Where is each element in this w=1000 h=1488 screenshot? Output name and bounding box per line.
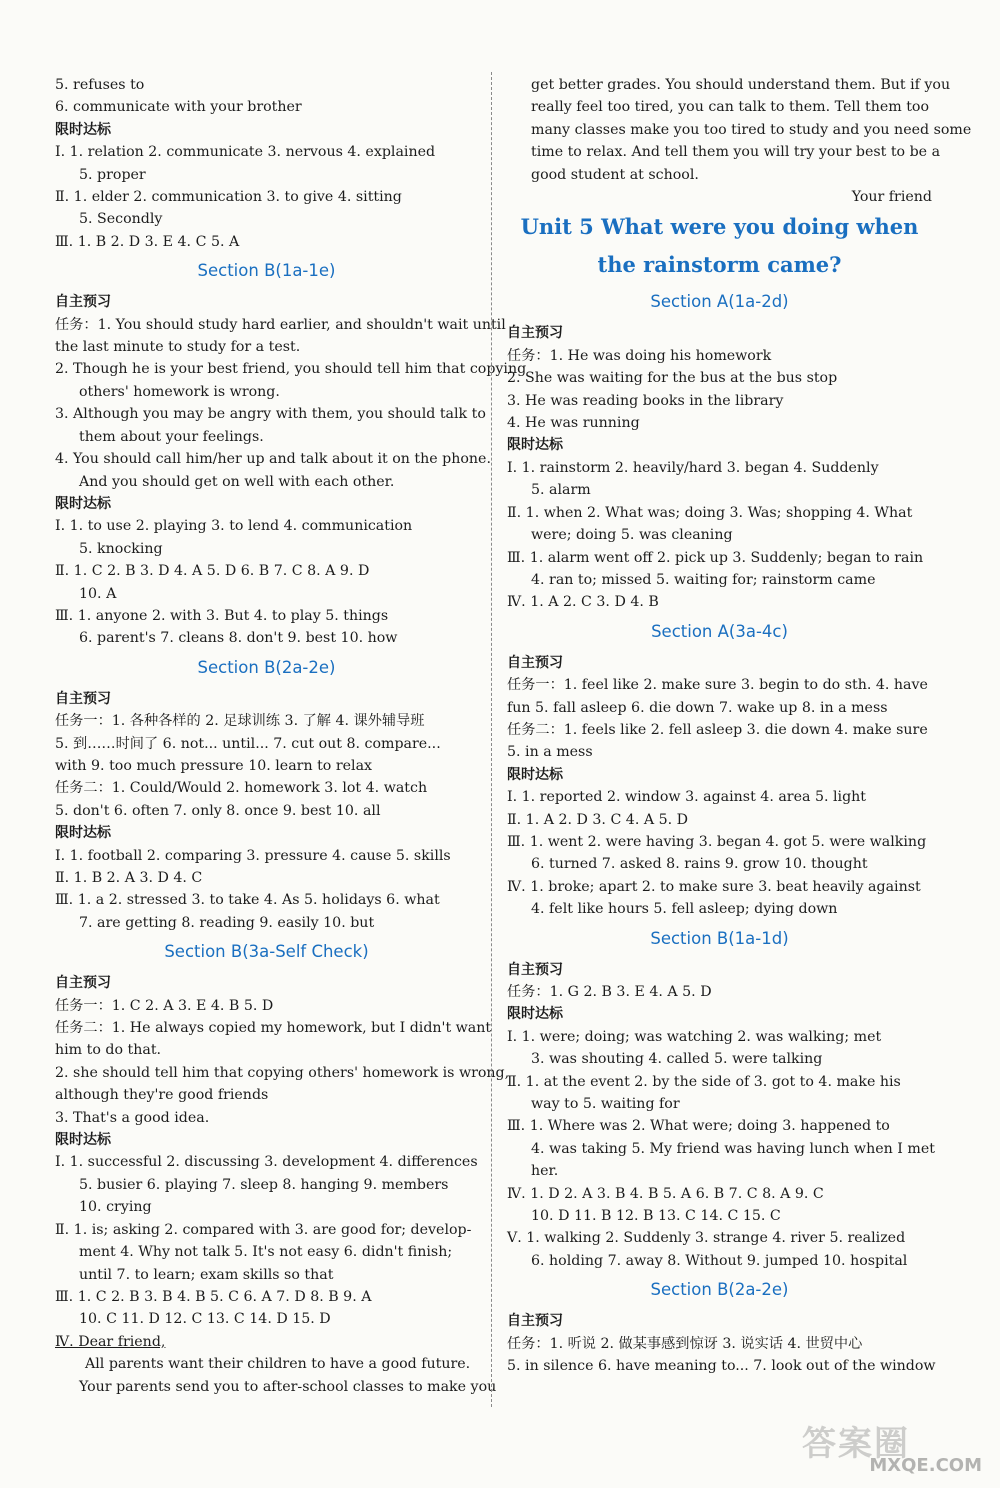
answer-line: although they're good friends	[55, 1087, 269, 1104]
answer-line: 5. Secondly	[79, 211, 163, 228]
section-heading: Section A(3a-4c)	[651, 621, 788, 641]
answer-line: Your parents send you to after-school classes to make you	[79, 1378, 497, 1395]
section-heading: Section B(1a-1e)	[197, 261, 336, 281]
answer-line: 6. communicate with your brother	[55, 99, 302, 116]
answer-line: 任务二：1. feels like 2. fell asleep 3. die down 4. make sure	[507, 721, 928, 738]
answer-line: Ⅱ. 1. C 2. B 3. D 4. A 5. D 6. B 7. C 8. A 9. D	[55, 563, 370, 580]
answer-line: Ⅱ. 1. B 2. A 3. D 4. C	[55, 870, 203, 886]
answer-line: 5. busier 6. playing 7. sleep 8. hanging 9. members	[79, 1176, 449, 1193]
answer-line: others' homework is wrong.	[79, 383, 280, 400]
answer-line: 2. she should tell him that copying others' homework is wrong,	[55, 1064, 510, 1081]
subheading: 自主预习	[507, 961, 563, 978]
answer-line: Ⅰ. 1. were; doing; was watching 2. was walking; met	[507, 1028, 882, 1045]
subheading: 限时达标	[507, 1006, 563, 1023]
answer-line: 任务：1. 听说 2. 做某事感到惊讶 3. 说实话 4. 世贸中心	[507, 1335, 863, 1352]
answer-line: 3. That's a good idea.	[55, 1109, 210, 1126]
answer-line: 任务：1. G 2. B 3. E 4. A 5. D	[507, 984, 712, 1000]
answer-line: And you should get on well with each other.	[79, 473, 395, 490]
answer-line: them about your feelings.	[79, 428, 264, 445]
answer-line: 3. was shouting 4. called 5. were talking	[531, 1051, 823, 1068]
answer-line: good student at school.	[531, 166, 699, 183]
subheading: 自主预习	[507, 1313, 563, 1330]
subheading: 自主预习	[55, 690, 111, 707]
unit-title: the rainstorm came?	[597, 252, 842, 278]
left-column	[55, 74, 527, 1398]
answer-line: 10. A	[79, 585, 117, 602]
answer-line: until 7. to learn; exam skills so that	[79, 1266, 334, 1283]
subheading: 限时达标	[55, 495, 111, 512]
subheading: 自主预习	[55, 294, 111, 311]
subheading: 限时达标	[507, 766, 563, 783]
answer-line: him to do that.	[55, 1042, 162, 1059]
answer-line: get better grades. You should understand them. But if you	[531, 77, 951, 93]
answer-line: the last minute to study for a test.	[55, 339, 301, 356]
answer-line: 10. C 11. D 12. C 13. C 14. D 15. D	[79, 1311, 331, 1328]
section-heading: Section B(3a-Self Check)	[164, 942, 369, 962]
answer-line: 4. ran to; missed 5. waiting for; rainstorm came	[531, 571, 876, 588]
answer-line: 5. in silence 6. have meaning to... 7. look out of the window	[507, 1358, 936, 1375]
answer-line: 10. crying	[79, 1199, 152, 1216]
answer-line: 任务：1. He was doing his homework	[507, 347, 772, 364]
answer-line: Ⅲ. 1. C 2. B 3. B 4. B 5. C 6. A 7. D 8. B 9. A	[55, 1288, 372, 1305]
answer-line: Ⅳ. 1. D 2. A 3. B 4. B 5. A 6. B 7. C 8. A 9. C	[507, 1185, 824, 1202]
answer-line: 3. Although you may be angry with them, you should talk to	[55, 406, 486, 423]
right-column	[507, 74, 972, 1378]
watermark	[802, 1416, 982, 1476]
answer-line: 任务一：1. feel like 2. make sure 3. begin to do sth. 4. have	[507, 677, 928, 694]
section-heading: Section B(2a-2e)	[650, 1280, 789, 1300]
answer-line: 任务二：1. Could/Would 2. homework 3. lot 4. watch	[55, 780, 428, 797]
subheading: 限时达标	[55, 121, 111, 138]
answer-line: Ⅳ. 1. broke; apart 2. to make sure 3. beat heavily against	[507, 878, 921, 895]
subheading: 限时达标	[507, 437, 563, 454]
answer-line: Ⅲ. 1. B 2. D 3. E 4. C 5. A	[55, 233, 240, 250]
watermark-logo: 答案圈	[802, 1424, 910, 1464]
answer-line: ment 4. Why not talk 5. It's not easy 6. didn't finish;	[79, 1244, 453, 1261]
answer-line: Ⅰ. 1. to use 2. playing 3. to lend 4. communication	[55, 518, 413, 535]
answer-line: All parents want their children to have a good future.	[85, 1356, 471, 1373]
answer-line: Ⅰ. 1. successful 2. discussing 3. development 4. differences	[55, 1154, 478, 1171]
answer-line: Ⅲ. 1. a 2. stressed 3. to take 4. As 5. holidays 6. what	[55, 892, 440, 909]
answer-line: 5. knocking	[79, 540, 163, 557]
answer-line: Ⅳ. Dear friend,	[55, 1333, 166, 1350]
answer-line: 5. proper	[79, 166, 146, 183]
section-heading: Section B(2a-2e)	[197, 657, 336, 677]
answer-line: were; doing 5. was cleaning	[531, 527, 733, 544]
column-divider	[491, 72, 492, 1407]
answer-line: with 9. too much pressure 10. learn to relax	[55, 757, 373, 774]
answer-line: 5. don't 6. often 7. only 8. once 9. best 10. all	[55, 802, 381, 819]
subheading: 自主预习	[55, 975, 111, 992]
answer-line: Ⅰ. 1. relation 2. communicate 3. nervous 4. explained	[55, 144, 436, 161]
section-heading: Section B(1a-1d)	[650, 928, 789, 948]
answer-line: Ⅴ. 1. walking 2. Suddenly 3. strange 4. river 5. realized	[507, 1230, 906, 1247]
answer-line: 6. parent's 7. cleans 8. don't 9. best 10. how	[79, 630, 398, 647]
subheading: 限时达标	[55, 1132, 111, 1149]
answer-line: 5. in a mess	[507, 744, 593, 761]
answer-line: Your friend	[851, 189, 932, 206]
answer-line: 5. refuses to	[55, 77, 145, 93]
subheading: 限时达标	[55, 825, 111, 842]
answer-line: Ⅲ. 1. Where was 2. What were; doing 3. happened to	[507, 1118, 890, 1135]
answer-line: Ⅰ. 1. football 2. comparing 3. pressure 4. cause 5. skills	[55, 847, 451, 864]
answer-line: 2. She was waiting for the bus at the bus stop	[507, 370, 838, 387]
answer-line: 2. Though he is your best friend, you should tell him that copying	[55, 361, 527, 378]
answer-line: really feel too tired, you can talk to them. Tell them too	[531, 99, 929, 116]
answer-line: Ⅲ. 1. went 2. were having 3. began 4. got 5. were walking	[507, 833, 927, 850]
answer-line: Ⅰ. 1. rainstorm 2. heavily/hard 3. began 4. Suddenly	[507, 459, 879, 476]
answer-line: Ⅱ. 1. elder 2. communication 3. to give 4. sitting	[55, 189, 402, 206]
answer-line: Ⅱ. 1. at the event 2. by the side of 3. got to 4. make his	[507, 1073, 901, 1090]
subheading: 自主预习	[507, 654, 563, 671]
answer-line: 6. turned 7. asked 8. rains 9. grow 10. thought	[531, 856, 868, 873]
answer-line: fun 5. fall asleep 6. die down 7. wake up 8. in a mess	[507, 699, 888, 716]
answer-line: 4. felt like hours 5. fell asleep; dying down	[531, 901, 838, 918]
answer-line: Ⅲ. 1. alarm went off 2. pick up 3. Suddenly; began to rain	[507, 549, 924, 566]
answer-line: her.	[531, 1163, 559, 1180]
answer-line: way to 5. waiting for	[531, 1096, 680, 1113]
answer-line: Ⅲ. 1. anyone 2. with 3. But 4. to play 5. things	[55, 607, 389, 624]
unit-title: Unit 5 What were you doing when	[520, 214, 919, 240]
answer-line: 任务一：1. 各种各样的 2. 足球训练 3. 了解 4. 课外辅导班	[55, 713, 425, 730]
answer-line: 4. You should call him/her up and talk about it on the phone.	[55, 451, 491, 468]
answer-line: 5. alarm	[531, 482, 591, 499]
answer-line: many classes make you too tired to study and you need some	[531, 121, 972, 138]
answer-line: Ⅱ. 1. when 2. What was; doing 3. Was; shopping 4. What	[507, 504, 913, 521]
subheading: 自主预习	[507, 325, 563, 342]
answer-line: 3. He was reading books in the library	[507, 392, 784, 409]
answer-line: 任务：1. You should study hard earlier, and shouldn't wait until	[55, 316, 506, 333]
answer-line: 任务一：1. C 2. A 3. E 4. B 5. D	[55, 997, 274, 1014]
answer-line: Ⅳ. 1. A 2. C 3. D 4. B	[507, 594, 659, 611]
section-heading: Section A(1a-2d)	[650, 292, 789, 312]
answer-line: 6. holding 7. away 8. Without 9. jumped 10. hospital	[531, 1252, 908, 1269]
answer-line: 4. was taking 5. My friend was having lunch when I met	[531, 1140, 935, 1157]
answer-line: 10. D 11. B 12. B 13. C 14. C 15. C	[531, 1208, 781, 1225]
answer-line: Ⅱ. 1. A 2. D 3. C 4. A 5. D	[507, 811, 689, 828]
answer-line: 7. are getting 8. reading 9. easily 10. but	[79, 914, 375, 931]
watermark-url: MXQE.COM	[869, 1455, 982, 1476]
answer-line: time to relax. And tell them you will try your best to be a	[531, 144, 941, 161]
answer-line: 4. He was running	[507, 415, 640, 432]
answer-line: 任务二：1. He always copied my homework, but I didn't want	[55, 1020, 492, 1037]
answer-line: Ⅰ. 1. reported 2. window 3. against 4. area 5. light	[507, 789, 866, 806]
answer-line: Ⅱ. 1. is; asking 2. compared with 3. are good for; develop-	[55, 1221, 472, 1238]
answer-line: 5. 到……时间了 6. not... until... 7. cut out 8. compare...	[55, 735, 441, 752]
